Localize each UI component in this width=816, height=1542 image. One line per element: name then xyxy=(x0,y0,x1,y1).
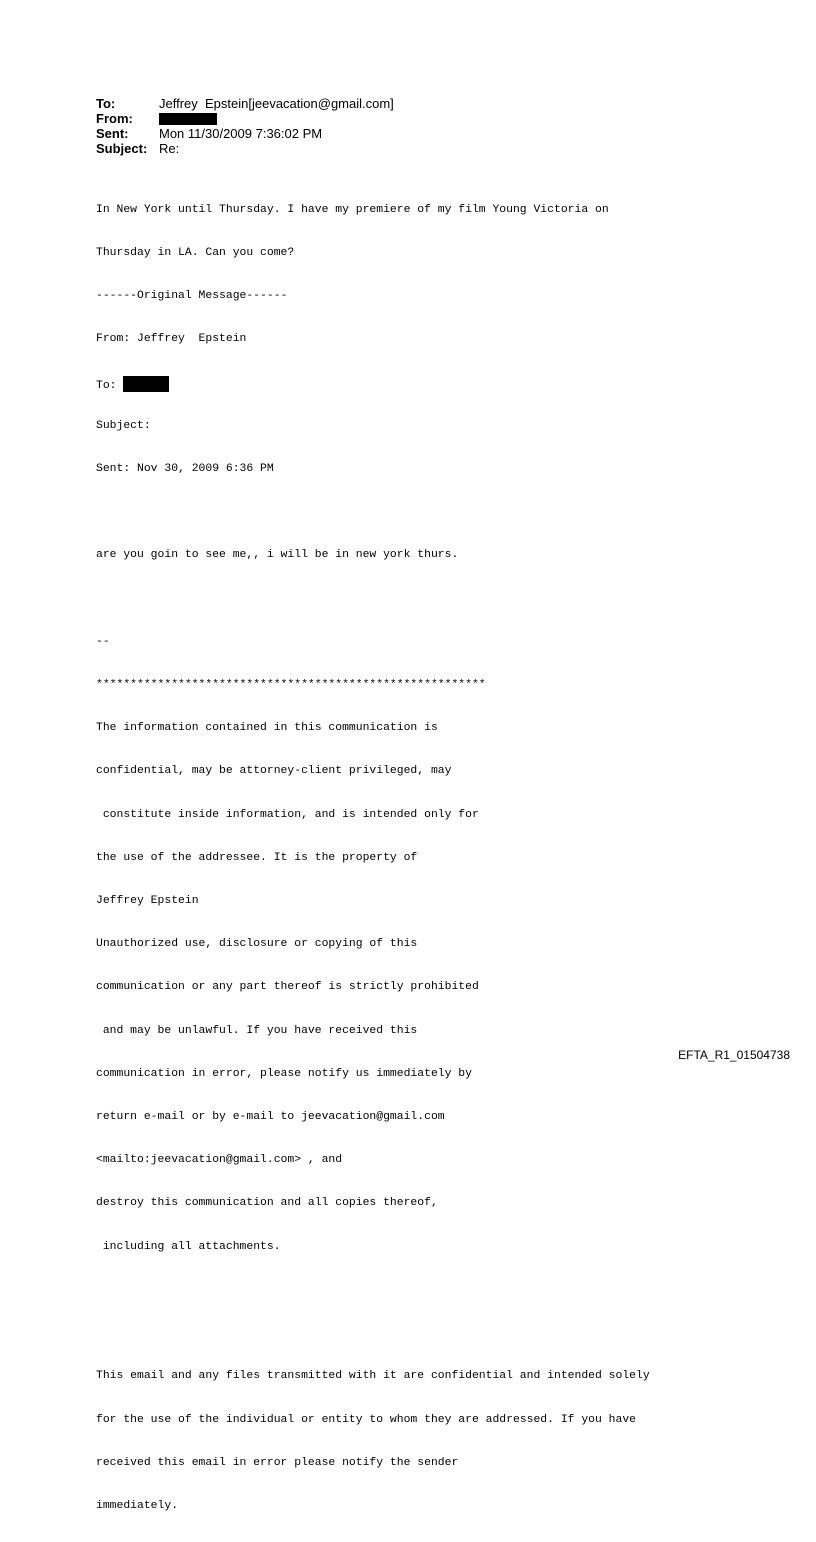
original-message-marker: ------Original Message------ xyxy=(96,290,288,303)
disclaimer-line: communication in error, please notify us immediately by xyxy=(96,1067,472,1080)
disclaimer-line: constitute inside information, and is intended only for xyxy=(96,808,479,821)
disclaimer-line: the use of the addressee. It is the property of xyxy=(96,851,418,864)
asterisk-separator: ********************************************************* xyxy=(96,679,486,692)
disclaimer-line: return e-mail or by e-mail to jeevacation@gmail.com xyxy=(96,1111,445,1124)
original-message-text: are you goin to see me,, i will be in new york thurs. xyxy=(96,549,459,562)
disclaimer-line: confidential, may be attorney-client privileged, may xyxy=(96,765,452,778)
disclaimer-line: and may be unlawful. If you have received this xyxy=(96,1024,418,1037)
spacer xyxy=(96,592,650,606)
spacer xyxy=(96,1283,650,1297)
original-to-row xyxy=(96,376,650,390)
from-label: From: xyxy=(96,111,133,126)
redaction-bar xyxy=(123,376,169,392)
original-subject: Subject: xyxy=(96,419,151,432)
redaction-bar xyxy=(159,113,217,125)
reply-line: Thursday in LA. Can you come? xyxy=(96,247,295,260)
subject-value: Re: xyxy=(159,141,180,156)
sent-row xyxy=(96,126,394,141)
spacer xyxy=(96,505,650,519)
subject-label: Subject: xyxy=(96,141,148,156)
email-body xyxy=(96,174,650,1542)
disclaimer-line: destroy this communication and all copies thereof, xyxy=(96,1197,438,1210)
from-row xyxy=(96,111,394,126)
disclaimer-line: Jeffrey Epstein xyxy=(96,895,199,908)
footer-notice-line: This email and any files transmitted with it are confidential and intended solely xyxy=(96,1370,650,1383)
document-id: EFTA_R1_01504738 xyxy=(678,1048,790,1062)
reply-line: In New York until Thursday. I have my premiere of my film Young Victoria on xyxy=(96,203,609,216)
disclaimer-line: including all attachments. xyxy=(96,1240,281,1253)
to-row xyxy=(96,96,394,111)
to-label: To: xyxy=(96,96,116,111)
email-header xyxy=(96,96,394,156)
footer-notice-line: received this email in error please notify the sender xyxy=(96,1456,459,1469)
signature-dash: -- xyxy=(96,635,110,648)
spacer xyxy=(96,1326,650,1340)
original-to-label: To: xyxy=(96,379,124,392)
original-from: From: Jeffrey Epstein xyxy=(96,333,247,346)
disclaimer-line: Unauthorized use, disclosure or copying of this xyxy=(96,938,418,951)
original-sent: Sent: Nov 30, 2009 6:36 PM xyxy=(96,463,274,476)
footer-notice-line: immediately. xyxy=(96,1499,179,1512)
sent-label: Sent: xyxy=(96,126,129,141)
disclaimer-line: The information contained in this communication is xyxy=(96,722,438,735)
to-value: Jeffrey Epstein[jeevacation@gmail.com] xyxy=(159,96,394,111)
disclaimer-line: communication or any part thereof is strictly prohibited xyxy=(96,981,479,994)
footer-notice-line: for the use of the individual or entity to whom they are addressed. If you have xyxy=(96,1413,637,1426)
sent-value: Mon 11/30/2009 7:36:02 PM xyxy=(159,126,323,141)
subject-row xyxy=(96,141,394,156)
disclaimer-line: <mailto:jeevacation@gmail.com> , and xyxy=(96,1154,343,1167)
